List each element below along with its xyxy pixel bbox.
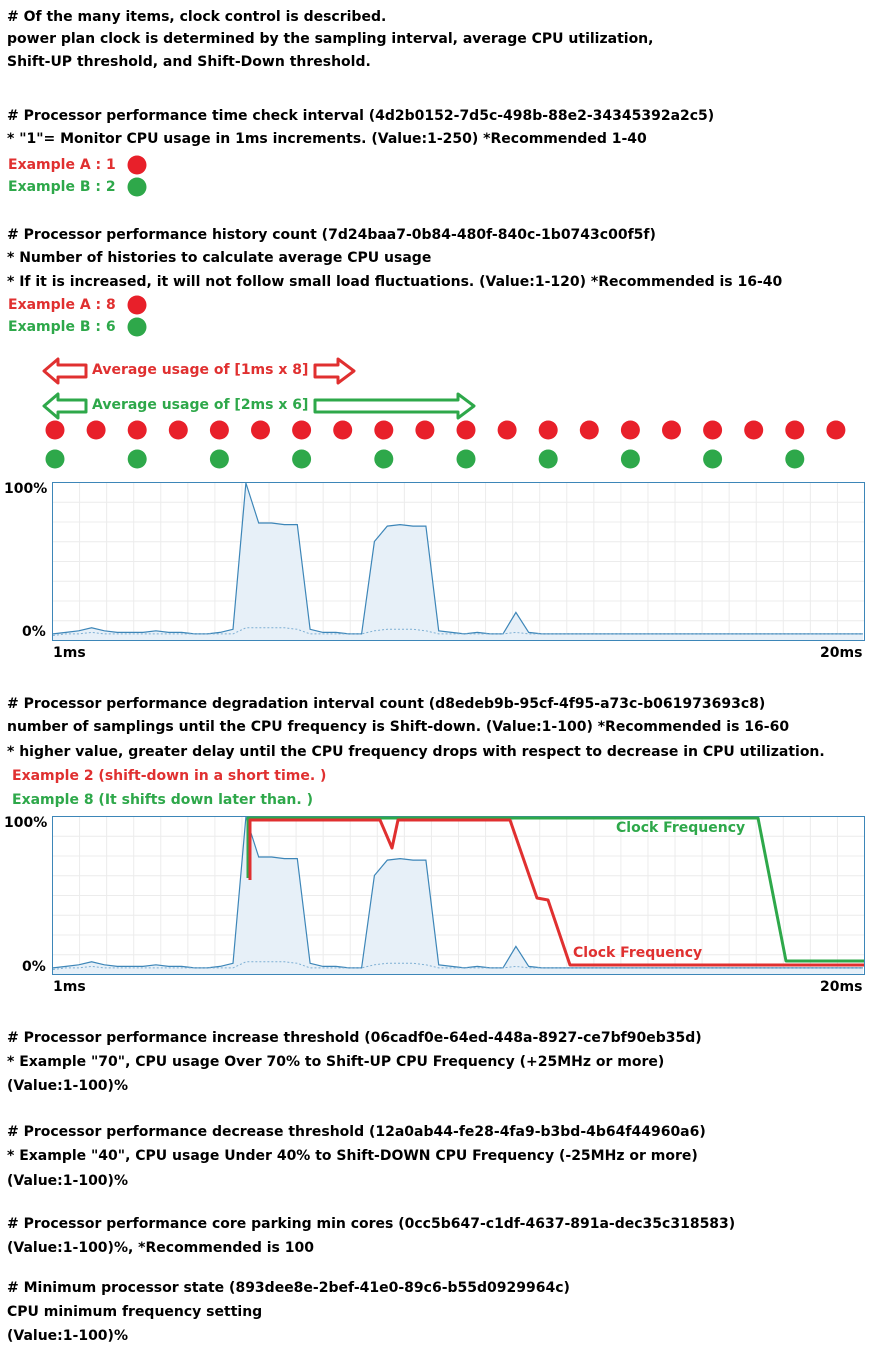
- green-dot-icon: [126, 177, 148, 199]
- red-sample-dot: [374, 421, 393, 440]
- green-right-arrow-icon: [312, 391, 478, 421]
- green-sample-dot: [457, 450, 476, 469]
- red-left-arrow-icon: [40, 356, 90, 386]
- history-desc-2: * If it is increased, it will not follow small load fluctuations. (Value:1-120) *Recommended is 16-40: [7, 274, 783, 290]
- example-8-label: Example 8 (It shifts down later than. ): [12, 792, 313, 808]
- min-state-heading: # Minimum processor state (893dee8e-2bef-41e0-89c6-b55d0929964c): [7, 1280, 570, 1296]
- degradation-desc-1: number of samplings until the CPU frequency is Shift-down. (Value:1-100) *Recommended is 16-60: [7, 719, 790, 735]
- green-sample-dot: [46, 450, 65, 469]
- intro-line-3: Shift-UP threshold, and Shift-Down threshold.: [7, 54, 371, 70]
- time-check-example-b: Example B : 2: [8, 179, 116, 195]
- history-desc-1: * Number of histories to calculate average CPU usage: [7, 250, 432, 266]
- red-sample-dot: [292, 421, 311, 440]
- time-check-desc: * "1"= Monitor CPU usage in 1ms increments. (Value:1-250) *Recommended 1-40: [7, 131, 647, 147]
- min-state-desc: CPU minimum frequency setting: [7, 1304, 263, 1320]
- red-sample-dot: [621, 421, 640, 440]
- chart2-y-bottom-label: 0%: [22, 959, 46, 975]
- red-sample-dot: [210, 421, 229, 440]
- red-sample-dot: [785, 421, 804, 440]
- increase-threshold-desc: * Example "70", CPU usage Over 70% to Shift-UP CPU Frequency (+25MHz or more): [7, 1054, 665, 1070]
- green-sample-dot: [210, 450, 229, 469]
- green-sample-dot: [703, 450, 722, 469]
- chart1-x-end-label: 20ms: [820, 645, 863, 661]
- red-sample-dot: [539, 421, 558, 440]
- red-right-arrow-icon: [312, 356, 358, 386]
- red-sample-dot: [251, 421, 270, 440]
- red-clock-frequency-label: Clock Frequency: [573, 945, 703, 961]
- chart1-x-start-label: 1ms: [53, 645, 86, 661]
- red-sample-dot: [662, 421, 681, 440]
- green-sample-dot: [785, 450, 804, 469]
- red-arrow-label: Average usage of [1ms x 8]: [92, 362, 309, 378]
- red-sample-dot: [580, 421, 599, 440]
- time-check-heading: # Processor performance time check interval (4d2b0152-7d5c-498b-88e2-34345392a2c5): [7, 108, 715, 124]
- chart1-y-bottom-label: 0%: [22, 624, 46, 640]
- history-heading: # Processor performance history count (7d24baa7-0b84-480f-840c-1b0743c00f5f): [7, 227, 656, 243]
- history-example-b: Example B : 6: [8, 319, 116, 335]
- cpu-usage-chart: [52, 482, 866, 642]
- core-parking-range: (Value:1-100)%, *Recommended is 100: [7, 1240, 314, 1256]
- example-2-label: Example 2 (shift-down in a short time. ): [12, 768, 327, 784]
- green-sample-dot: [128, 450, 147, 469]
- increase-threshold-range: (Value:1-100)%: [7, 1078, 128, 1094]
- decrease-threshold-desc: * Example "40", CPU usage Under 40% to Shift-DOWN CPU Frequency (-25MHz or more): [7, 1148, 698, 1164]
- green-dot-icon: [126, 317, 148, 339]
- chart2-x-end-label: 20ms: [820, 979, 863, 995]
- red-dot-icon: [126, 155, 148, 177]
- red-sample-dot: [333, 421, 352, 440]
- green-arrow-label: Average usage of [2ms x 6]: [92, 397, 309, 413]
- red-sample-dot: [415, 421, 434, 440]
- red-sample-dot: [498, 421, 517, 440]
- red-sample-dot: [744, 421, 763, 440]
- clock-frequency-chart: [52, 816, 866, 976]
- history-example-a: Example A : 8: [8, 297, 116, 313]
- core-parking-heading: # Processor performance core parking min cores (0cc5b647-c1df-4637-891a-dec35c318583): [7, 1216, 736, 1232]
- chart2-y-top-label: 100%: [4, 815, 48, 831]
- green-clock-frequency-label: Clock Frequency: [616, 820, 746, 836]
- green-sample-dot: [292, 450, 311, 469]
- degradation-heading: # Processor performance degradation interval count (d8edeb9b-95cf-4f95-a73c-b061973693c8): [7, 696, 766, 712]
- increase-threshold-heading: # Processor performance increase threshold (06cadf0e-64ed-448a-8927-ce7bf90eb35d): [7, 1030, 702, 1046]
- green-sample-dot: [539, 450, 558, 469]
- red-sample-dot: [703, 421, 722, 440]
- red-dot-icon: [126, 295, 148, 317]
- red-sample-dot: [87, 421, 106, 440]
- sample-dots: [0, 418, 878, 474]
- decrease-threshold-heading: # Processor performance decrease threshold (12a0ab44-fe28-4fa9-b3bd-4b64f44960a6): [7, 1124, 706, 1140]
- green-sample-dot: [621, 450, 640, 469]
- red-sample-dot: [46, 421, 65, 440]
- degradation-desc-2: * higher value, greater delay until the CPU frequency drops with respect to decrease in CPU utilization.: [7, 744, 825, 760]
- green-sample-dot: [374, 450, 393, 469]
- red-sample-dot: [169, 421, 188, 440]
- chart2-x-start-label: 1ms: [53, 979, 86, 995]
- time-check-example-a: Example A : 1: [8, 157, 116, 173]
- green-left-arrow-icon: [40, 391, 90, 421]
- red-sample-dot: [457, 421, 476, 440]
- red-sample-dot: [128, 421, 147, 440]
- chart1-y-top-label: 100%: [4, 481, 48, 497]
- min-state-range: (Value:1-100)%: [7, 1328, 128, 1344]
- intro-line-1: # Of the many items, clock control is described.: [7, 9, 387, 25]
- decrease-threshold-range: (Value:1-100)%: [7, 1173, 128, 1189]
- red-sample-dot: [826, 421, 845, 440]
- intro-line-2: power plan clock is determined by the sampling interval, average CPU utilization,: [7, 31, 654, 47]
